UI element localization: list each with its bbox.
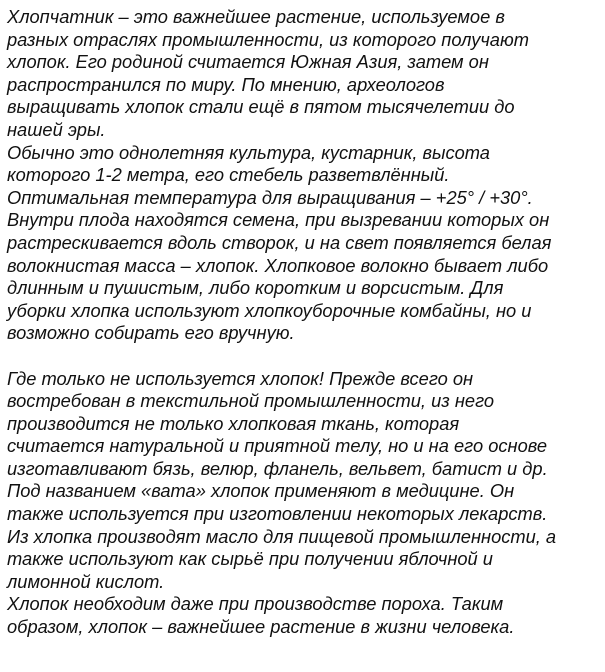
text-line: Оптимальная температура для выращивания – +25° / +30°. xyxy=(7,186,533,208)
text-line: производится не только хлопковая ткань, которая xyxy=(7,412,460,434)
text-line: Под названием «вата» хлопок применяют в медицине. Он xyxy=(7,480,515,502)
text-line: нашей эры. xyxy=(7,118,106,140)
text-line: Обычно это однолетняя культура, кустарник, высота xyxy=(7,141,490,163)
text-line: Хлопчатник – это важнейшее растение, используемое в xyxy=(7,6,505,27)
text-line: Внутри плода находятся семена, при вызревании которых он xyxy=(7,209,550,231)
text-line: считается натуральной и приятной телу, но и на его основе xyxy=(7,435,548,457)
text-line: востребован в текстильной промышленности, из него xyxy=(7,390,495,412)
text-line: растрескивается вдоль створок, и на свет появляется белая xyxy=(7,231,552,253)
text-line: волокнистая масса – хлопок. Хлопковое волокно бывает либо xyxy=(7,254,549,276)
text-line: хлопок. Его родиной считается Южная Азия, затем он xyxy=(7,51,489,73)
text-line: изготавливают бязь, велюр, фланель, вельвет, батист и др. xyxy=(7,457,548,479)
paragraph-spacer xyxy=(7,345,597,368)
text-line: длинным и пушистым, либо коротким и ворсистым. Для xyxy=(7,277,504,299)
text-line: образом, хлопок – важнейшее растение в жизни человека. xyxy=(7,616,515,638)
text-line: уборки хлопка используют хлопкоуборочные комбайны, но и xyxy=(7,299,532,321)
text-line: которого 1-2 метра, его стебель разветвлённый. xyxy=(7,164,450,186)
text-line: Из хлопка производят масло для пищевой промышленности, а xyxy=(7,525,557,547)
text-line: Хлопок необходим даже при производстве пороха. Таким xyxy=(7,593,504,615)
text-line: Где только не используется хлопок! Прежде всего он xyxy=(7,367,474,389)
text-line: возможно собирать его вручную. xyxy=(7,322,295,344)
paragraph-cotton-plant xyxy=(7,6,597,345)
text-line: также используют как сырьё при получении яблочной и xyxy=(7,548,493,570)
text-line: распространился по миру. По мнению, археологов xyxy=(7,73,445,95)
text-line: выращивать хлопок стали ещё в пятом тысячелетии до xyxy=(7,96,515,118)
text-line: также используется при изготовлении некоторых лекарств. xyxy=(7,503,548,525)
text-line: лимонной кислот. xyxy=(7,570,165,592)
paragraph-cotton-uses xyxy=(7,368,597,639)
text-line: разных отраслях промышленности, из которого получают xyxy=(7,28,529,50)
